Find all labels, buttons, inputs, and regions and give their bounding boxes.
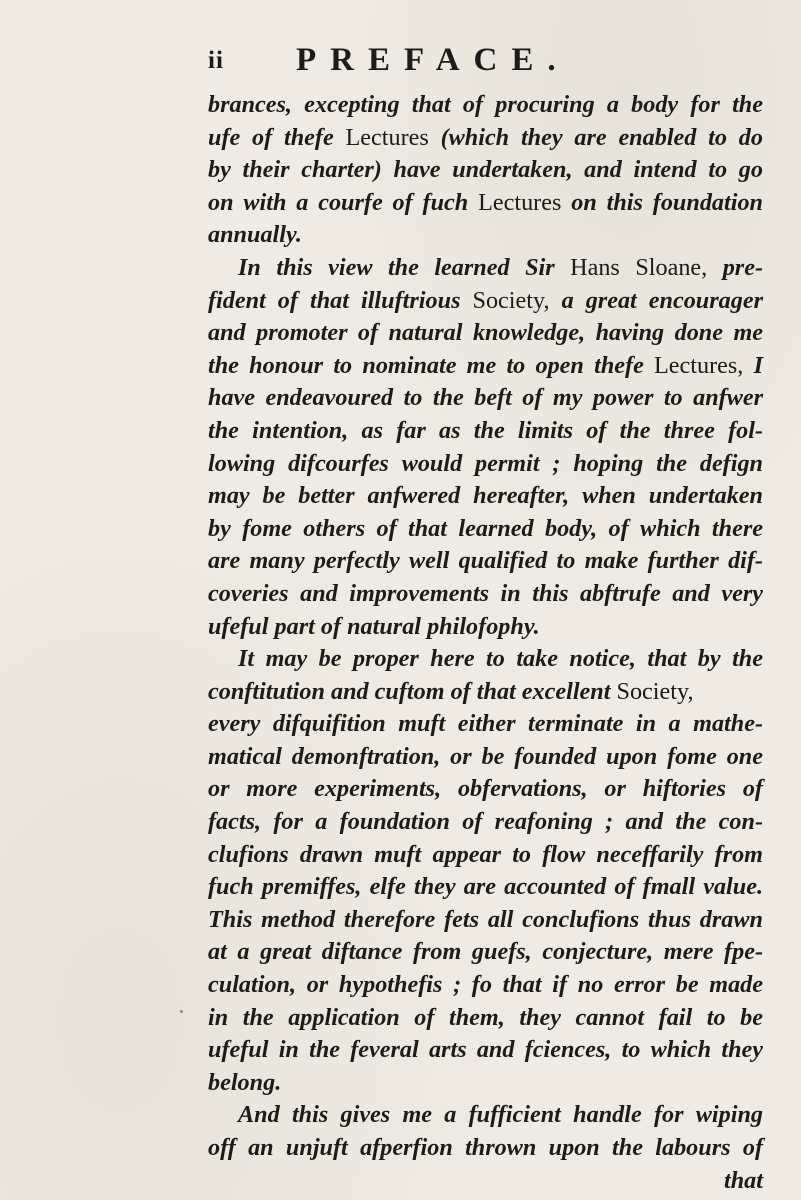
italic-text: It may be proper here to take notice, that by the	[238, 645, 763, 673]
italic-text: have endeavoured to the beft of my power to anfwer	[208, 384, 763, 412]
italic-text: culation, or hypothefis ; fo that if no error be made	[208, 971, 763, 999]
text-line	[208, 773, 763, 806]
text-line	[208, 708, 763, 741]
text-line	[208, 350, 763, 383]
roman-text: Hans Sloane,	[570, 253, 708, 281]
text-line	[208, 611, 763, 644]
running-head	[208, 42, 648, 82]
italic-text: pre-	[707, 253, 763, 281]
italic-text: off an unjuft afperfion thrown upon the labours of	[208, 1134, 763, 1161]
italic-text: or more experiments, obfervations, or hiftories of	[208, 775, 763, 803]
italic-text: fident of that illuftrious	[208, 286, 473, 314]
text-line	[208, 545, 763, 578]
text-line	[208, 936, 763, 969]
text-line	[208, 1165, 763, 1198]
italic-text: And this gives me a fufficient handle for wiping	[238, 1101, 763, 1129]
italic-text: I	[743, 351, 763, 379]
text-line	[208, 1132, 763, 1165]
italic-text: clufions drawn muft appear to flow neceffarily from	[208, 840, 763, 868]
italic-text: on with a courfe of fuch	[208, 188, 479, 216]
text-line	[208, 969, 763, 1002]
italic-text: at a great diftance from guefs, conjecture, mere fpe-	[208, 938, 763, 966]
italic-text: by their charter) have undertaken, and intend to go	[208, 156, 763, 184]
roman-text: Society,	[616, 677, 694, 705]
text-line	[208, 871, 763, 904]
italic-text: are many perfectly well qualified to make further dif-	[208, 547, 763, 575]
italic-text: a great encourager	[549, 286, 764, 314]
italic-text: and promoter of natural knowledge, having done me	[208, 319, 763, 347]
text-line	[208, 219, 763, 252]
italic-text: In this view the learned Sir	[238, 253, 571, 281]
italic-text: ufeful in the feveral arts and fciences, to which they	[208, 1036, 763, 1064]
text-line	[208, 187, 763, 220]
page-number: ii	[208, 47, 224, 74]
italic-text: (which they are enabled to do	[428, 123, 763, 151]
italic-text: coveries and improvements in this abftrufe and very	[208, 579, 763, 607]
italic-text: every difquifition muft either terminate in a mathe-	[208, 710, 763, 738]
italic-text: the intention, as far as the limits of the three fol-	[208, 416, 763, 444]
text-line	[208, 252, 763, 285]
italic-text: lowing difcourfes would permit ; hoping the defign	[208, 449, 763, 477]
italic-text: in the application of them, they cannot fail to be	[208, 1003, 763, 1031]
text-line	[208, 1099, 763, 1132]
italic-text: the honour to nominate me to open thefe	[208, 351, 655, 379]
italic-text: belong.	[208, 1068, 282, 1096]
text-line	[208, 904, 763, 937]
italic-text: annually.	[208, 221, 302, 249]
text-line	[208, 741, 763, 774]
text-line	[208, 1034, 763, 1067]
roman-text: Society,	[472, 286, 550, 314]
text-line	[208, 89, 763, 122]
text-line	[208, 122, 763, 155]
text-line	[208, 676, 763, 709]
italic-text: ufeful part of natural philofophy.	[208, 612, 540, 640]
italic-text: This method therefore fets all conclufions thus drawn	[208, 905, 763, 933]
text-line	[208, 382, 763, 415]
italic-text: fuch premiffes, elfe they are accounted of fmall value.	[208, 873, 763, 901]
text-line	[208, 480, 763, 513]
body-text	[208, 89, 763, 1197]
text-line	[208, 643, 763, 676]
ink-speck	[180, 1010, 183, 1013]
text-line	[208, 1002, 763, 1035]
text-line	[208, 285, 763, 318]
text-line	[208, 578, 763, 611]
italic-text: ufe of thefe	[208, 123, 346, 151]
roman-text: Lectures	[345, 123, 429, 151]
italic-text: by fome others of that learned body, of which there	[208, 514, 763, 542]
italic-text: brances, excepting that of procuring a body for the	[208, 91, 763, 118]
text-line	[208, 1067, 763, 1100]
italic-text: matical demonftration, or be founded upon fome one	[208, 742, 763, 770]
roman-text: Lectures	[478, 188, 562, 216]
italic-text: conftitution and cuftom of that excellent	[208, 677, 617, 705]
text-line	[208, 513, 763, 546]
text-line	[208, 448, 763, 481]
text-line	[208, 839, 763, 872]
italic-text: facts, for a foundation of reafoning ; and the con-	[208, 808, 763, 836]
italic-text: may be better anfwered hereafter, when undertaken	[208, 482, 763, 510]
italic-text: that	[724, 1166, 763, 1194]
text-line	[208, 317, 763, 350]
roman-text: Lectures,	[654, 351, 744, 379]
text-line	[208, 806, 763, 839]
text-line	[208, 415, 763, 448]
page-title: PREFACE.	[296, 42, 570, 78]
italic-text: on this foundation	[561, 188, 764, 216]
text-line	[208, 154, 763, 187]
